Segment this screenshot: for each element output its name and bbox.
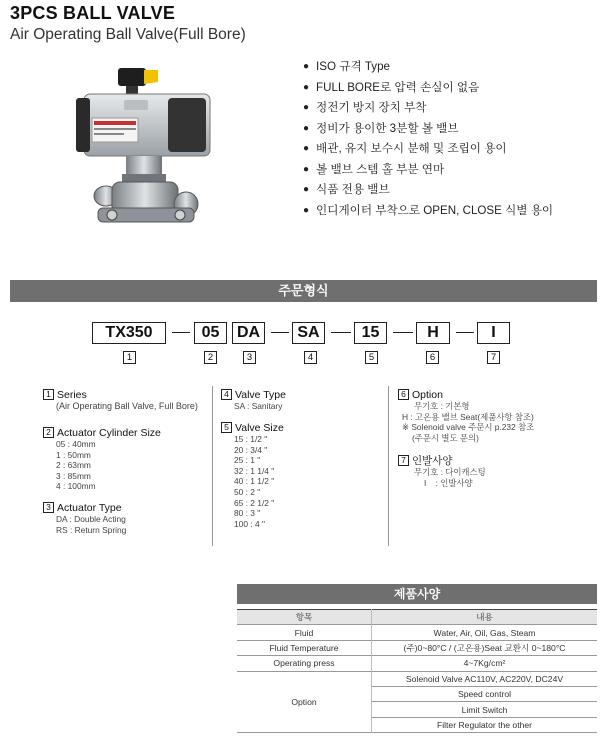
table-cell: Operating press <box>273 658 335 669</box>
spec-line: 100 : 4 " <box>234 518 265 529</box>
spec-number: 7 <box>398 455 409 466</box>
feature-item: ● ISO 규격 Type <box>303 57 553 78</box>
spec-number: 4 <box>221 389 232 400</box>
table-cell: Limit Switch <box>372 702 598 717</box>
spec-line: 32 : 1 1/4 " <box>234 465 275 476</box>
spec-line: 4 : 100mm <box>56 481 96 492</box>
spec-option <box>398 388 534 443</box>
product-spec-table <box>237 609 597 733</box>
spec-line: 무기호 : 다이캐스팅 <box>414 467 486 477</box>
spec-line: 15 : 1/2 " <box>234 434 268 444</box>
spec-number: 6 <box>398 389 409 400</box>
spec-line: 무기호 : 기본형 <box>414 401 470 411</box>
feature-item: ● 정전기 방지 장치 부착 <box>303 98 553 119</box>
order-code-actuator: DA <box>232 322 265 344</box>
table-cell: 4~7Kg/cm² <box>372 656 598 671</box>
feature-item: ● 식품 전용 밸브 <box>303 180 553 201</box>
spec-line: 3 : 85mm <box>56 470 91 481</box>
table-row <box>237 625 597 640</box>
code-separator <box>331 332 351 333</box>
code-number-5: 5 <box>365 351 378 364</box>
table-row <box>237 656 597 671</box>
order-code-valve-size: 15 <box>354 322 387 344</box>
page-subtitle: Air Operating Ball Valve(Full Bore) <box>10 26 246 43</box>
spec-title: Option <box>412 388 443 401</box>
order-code-option: H <box>416 322 450 344</box>
code-number-3: 3 <box>243 351 256 364</box>
spec-cylinder-size <box>43 426 161 492</box>
spec-line: 50 : 2 " <box>234 486 261 497</box>
spec-series <box>43 388 198 412</box>
order-format-banner: 주문형식 <box>10 280 597 302</box>
spec-line: DA : Double Acting <box>56 514 126 524</box>
table-cell: Filter Regulator the other <box>372 717 598 732</box>
table-cell: Water, Air, Oil, Gas, Steam <box>372 625 598 640</box>
feature-item: ● 정비가 용이한 3분할 볼 밸브 <box>303 119 553 140</box>
spec-valve-size <box>221 421 284 529</box>
column-header: 내용 <box>372 610 598 625</box>
code-separator <box>271 332 289 333</box>
spec-body <box>398 454 486 488</box>
spec-line: ※ Solenoid valve 주문시 p.232 참조 <box>402 422 535 433</box>
spec-title: Actuator Type <box>57 501 122 514</box>
spec-line: (Air Operating Ball Valve, Full Bore) <box>56 401 198 411</box>
code-separator <box>172 332 190 333</box>
spec-title: Valve Size <box>235 421 284 434</box>
spec-line: 40 : 1 1/2 " <box>234 476 275 487</box>
spec-number: 2 <box>43 427 54 438</box>
feature-item: ● 배관, 유지 보수시 분해 및 조립이 용이 <box>303 139 553 160</box>
spec-number: 5 <box>221 422 232 433</box>
page-title: 3PCS BALL VALVE <box>10 3 176 23</box>
feature-item: ● 인디게이터 부착으로 OPEN, CLOSE 식별 용이 <box>303 201 553 222</box>
spec-line: 65 : 2 1/2 " <box>234 497 275 508</box>
spec-title: 인발사양 <box>412 455 453 467</box>
order-code-body: I <box>477 322 510 344</box>
spec-line: I : 인발사양 <box>424 477 473 488</box>
column-header: 항목 <box>237 610 372 625</box>
table-row <box>237 671 597 686</box>
table-cell: Fluid Temperature <box>269 642 339 653</box>
spec-line: RS : Return Spring <box>56 524 127 535</box>
spec-line: 1 : 50mm <box>56 449 91 460</box>
code-separator <box>456 332 474 333</box>
code-number-6: 6 <box>426 351 439 364</box>
spec-number: 1 <box>43 389 54 400</box>
code-number-4: 4 <box>304 351 317 364</box>
order-code-series: TX350 <box>92 322 166 344</box>
spec-actuator-type <box>43 501 126 535</box>
table-cell: Fluid <box>294 627 314 638</box>
column-divider <box>388 386 389 546</box>
product-photo <box>72 64 222 240</box>
spec-title: Actuator Cylinder Size <box>57 426 161 439</box>
spec-line: 05 : 40mm <box>56 439 96 449</box>
table-cell: (주)0~80°C / (고온용)Seat 교환시 0~180°C <box>372 640 598 655</box>
order-code-cylinder: 05 <box>194 322 227 344</box>
spec-line: 2 : 63mm <box>56 460 91 471</box>
code-number-1: 1 <box>123 351 136 364</box>
spec-line: 25 : 1 " <box>234 455 261 466</box>
spec-title: Series <box>57 388 87 401</box>
table-header-row <box>237 610 597 625</box>
table-row <box>237 640 597 655</box>
feature-list <box>303 57 553 221</box>
table-cell: Solenoid Valve AC110V, AC220V, DC24V <box>372 671 598 686</box>
spec-number: 3 <box>43 502 54 513</box>
spec-line: 20 : 3/4 " <box>234 444 268 455</box>
code-separator <box>393 332 413 333</box>
code-number-7: 7 <box>487 351 500 364</box>
table-cell: Speed control <box>372 686 598 701</box>
feature-item: ● 볼 밸브 스템 홀 부분 연마 <box>303 160 553 181</box>
spec-title: Valve Type <box>235 388 286 401</box>
product-spec-banner: 제품사양 <box>237 584 597 604</box>
spec-line: 80 : 3 " <box>234 508 261 519</box>
spec-line: SA : Sanitary <box>234 401 283 411</box>
order-code-valve-type: SA <box>292 322 325 344</box>
feature-item: ● FULL BORE로 압력 손실이 없음 <box>303 78 553 99</box>
spec-valve-type <box>221 388 286 412</box>
spec-line: H : 고온용 밸브 Seat(제품사항 참조) <box>402 411 534 422</box>
table-cell: Option <box>291 696 317 707</box>
spec-line: (주문시 별도 문의) <box>412 432 479 443</box>
code-number-2: 2 <box>204 351 217 364</box>
column-divider <box>212 386 213 546</box>
